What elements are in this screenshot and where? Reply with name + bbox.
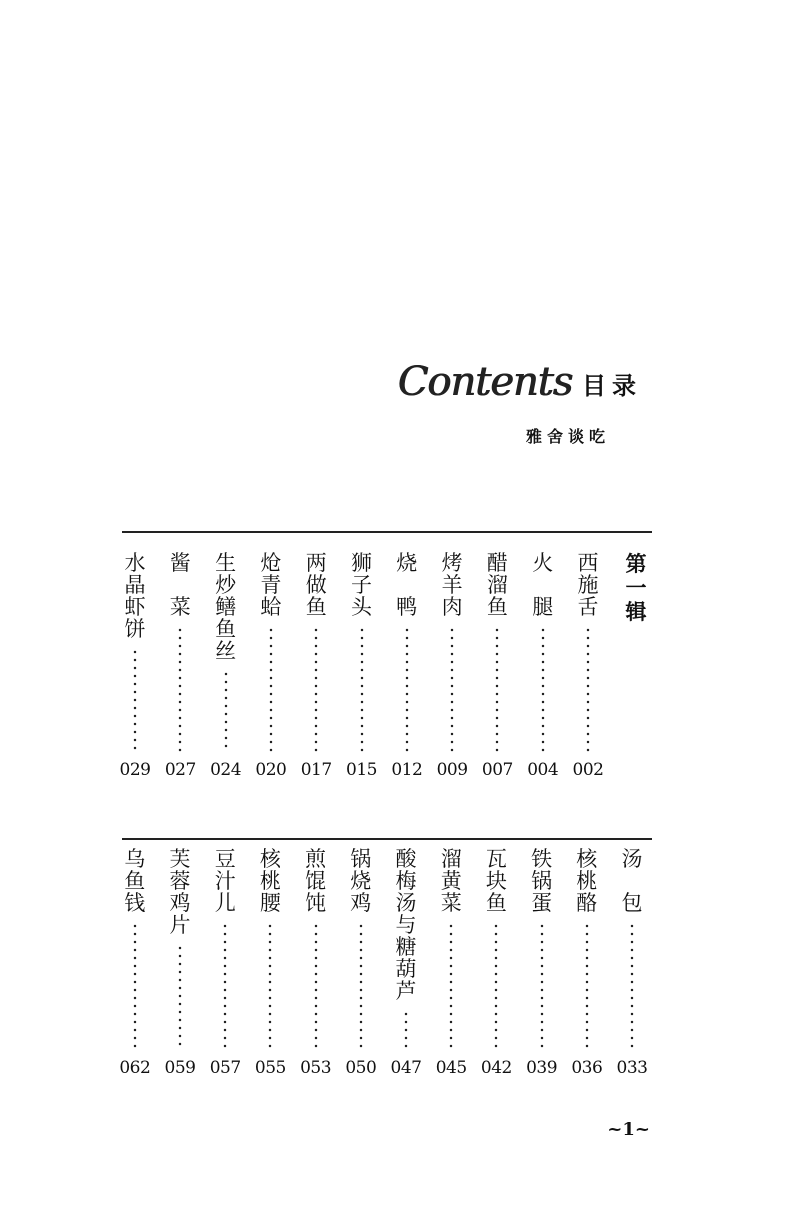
toc-entry-page: 053 (300, 1058, 332, 1078)
toc-entry-page: 050 (345, 1058, 377, 1078)
toc-entry-title-vertical: 烤 羊 肉 (441, 551, 463, 619)
toc-entry-title (248, 848, 292, 914)
toc-entry[interactable] (566, 552, 610, 784)
toc-leader-dots (404, 626, 410, 752)
toc-entry-title-vertical: 煎 馄 饨 (305, 847, 327, 915)
toc-entry-page: 020 (255, 760, 287, 780)
toc-entry-page: 047 (390, 1058, 422, 1078)
toc-entry-page: 007 (481, 760, 513, 780)
toc-entry-title (610, 848, 654, 914)
toc-entry-title-vertical: 醋 溜 鱼 (486, 551, 508, 619)
toc-entry-page: 004 (527, 760, 559, 780)
toc-entry-title-vertical: 酱 菜 (169, 551, 191, 619)
toc-entry-page: 012 (391, 760, 423, 780)
toc-entry-title (204, 552, 248, 662)
section1-label (622, 552, 650, 624)
toc-entry-page: 033 (616, 1058, 648, 1078)
toc-leader-dots (629, 922, 635, 1050)
toc-entry[interactable] (384, 848, 428, 1082)
toc-entry[interactable] (565, 848, 609, 1082)
toc-entry-page: 015 (346, 760, 377, 780)
toc-entry-title-vertical: 烧 鸭 (396, 551, 418, 619)
toc-leader-dots (222, 922, 228, 1050)
toc-entry-title (520, 848, 564, 914)
toc-entry-page: 057 (209, 1058, 241, 1078)
toc-entry[interactable] (204, 552, 248, 784)
toc-header (397, 359, 642, 405)
toc-entry-title (158, 848, 202, 936)
toc-leader-dots (448, 922, 454, 1050)
toc-leader-dots (449, 626, 455, 752)
toc-entry[interactable] (610, 848, 654, 1082)
toc-entry-title (339, 848, 383, 914)
toc-entry-title (249, 552, 293, 618)
toc-entry[interactable] (158, 848, 202, 1082)
contents-script-title: Contents (397, 359, 572, 405)
toc-entry-title-vertical: 生 炒 鳝 鱼 丝 (215, 551, 237, 663)
toc-leader-dots (358, 922, 364, 1050)
toc-entry-page: 055 (254, 1058, 286, 1078)
toc-entry-title (429, 848, 473, 914)
toc-entry-title (294, 552, 338, 618)
toc-entry[interactable] (113, 552, 157, 784)
toc-entry-title (113, 848, 157, 914)
toc-entry[interactable] (521, 552, 565, 784)
section1-label-vertical: 第 一 辑 (625, 552, 647, 624)
toc-leader-dots (267, 922, 273, 1050)
toc-leader-dots (494, 626, 500, 752)
toc-entry[interactable] (113, 848, 157, 1082)
toc-entry[interactable] (385, 552, 429, 784)
toc-entry-title (340, 552, 384, 618)
toc-leader-dots (540, 626, 546, 752)
toc-entry-title (294, 848, 338, 914)
toc-entry-page: 009 (436, 760, 468, 780)
toc-entry-page: 042 (480, 1058, 512, 1078)
toc-entry-page: 017 (300, 760, 332, 780)
toc-entry-title-vertical: 西 施 舌 (577, 551, 599, 619)
toc-entry-page: 029 (119, 760, 151, 780)
toc-leader-dots (493, 922, 499, 1050)
toc-leader-dots (177, 944, 183, 1050)
toc-entry[interactable] (249, 552, 293, 784)
toc-entry-title (430, 552, 474, 618)
toc-entry-title-vertical: 豆 汁 儿 (214, 847, 236, 915)
toc-entry-page: 024 (210, 760, 242, 780)
toc-entry-page: 045 (435, 1058, 467, 1078)
toc-entry[interactable] (339, 848, 383, 1082)
toc-entry-page: 036 (571, 1058, 603, 1078)
toc-entry-title-vertical: 炝 青 蛤 (260, 551, 282, 619)
toc-leader-dots (313, 922, 319, 1050)
toc-entry-title-vertical: 铁 锅 蛋 (531, 847, 553, 915)
toc-entry[interactable] (520, 848, 564, 1082)
toc-entry-title (384, 848, 428, 1002)
toc-entry-title-vertical: 水 晶 虾 饼 (124, 551, 146, 641)
toc-entry-title (203, 848, 247, 914)
toc-entry-title (113, 552, 157, 640)
toc-entry-title-vertical: 芙 蓉 鸡 片 (169, 847, 191, 937)
toc-entry-page: 027 (164, 760, 196, 780)
section2-rule (122, 838, 652, 840)
toc-entry-page: 002 (572, 760, 604, 780)
toc-leader-dots (268, 626, 274, 752)
toc-entry[interactable] (203, 848, 247, 1082)
toc-entry[interactable] (340, 552, 384, 784)
toc-entry-title (474, 848, 518, 914)
toc-entry-title (565, 848, 609, 914)
toc-entry[interactable] (158, 552, 202, 784)
toc-entry-title-vertical: 乌 鱼 钱 (124, 847, 146, 915)
toc-entry-page: 039 (526, 1058, 558, 1078)
toc-entry-title-vertical: 汤 包 (621, 847, 643, 915)
section1-rule (122, 531, 652, 533)
contents-cn-title: 目录 (582, 372, 642, 400)
toc-entry-title (475, 552, 519, 618)
page-number: ~1~ (607, 1119, 650, 1140)
toc-leader-dots (585, 626, 591, 752)
toc-leader-dots (539, 922, 545, 1050)
book-subtitle: 雅舍谈吃 (525, 427, 610, 446)
toc-leader-dots (223, 670, 229, 752)
toc-leader-dots (313, 626, 319, 752)
toc-entry[interactable] (474, 848, 518, 1082)
toc-entry-title-vertical: 火 腿 (532, 551, 554, 619)
toc-leader-dots (177, 626, 183, 752)
toc-entry[interactable] (248, 848, 292, 1082)
toc-entry[interactable] (429, 848, 473, 1082)
toc-entry-title-vertical: 核 桃 酪 (576, 847, 598, 915)
toc-entry-title (158, 552, 202, 618)
toc-entry-title-vertical: 溜 黄 菜 (440, 847, 462, 915)
toc-entry-title (385, 552, 429, 618)
toc-entry[interactable] (475, 552, 519, 784)
toc-entry-title (566, 552, 610, 618)
toc-entry-title-vertical: 核 桃 腰 (259, 847, 281, 915)
toc-leader-dots (403, 1010, 409, 1050)
toc-entry[interactable] (294, 848, 338, 1082)
toc-leader-dots (359, 626, 365, 752)
toc-leader-dots (132, 648, 138, 752)
toc-entry-title-vertical: 瓦 块 鱼 (485, 847, 507, 915)
toc-leader-dots (584, 922, 590, 1050)
toc-entry-title-vertical: 两 做 鱼 (305, 551, 327, 619)
toc-leader-dots (132, 922, 138, 1050)
toc-entry-title-vertical: 狮 子 头 (351, 551, 372, 619)
toc-entry-title-vertical: 酸 梅 汤 与 糖 葫 芦 (395, 847, 417, 1003)
toc-entry-page: 059 (164, 1058, 196, 1078)
toc-entry-title-vertical: 锅 烧 鸡 (350, 847, 372, 915)
toc-entry[interactable] (294, 552, 338, 784)
toc-entry[interactable] (430, 552, 474, 784)
toc-entry-page: 062 (119, 1058, 151, 1078)
toc-entry-title (521, 552, 565, 618)
